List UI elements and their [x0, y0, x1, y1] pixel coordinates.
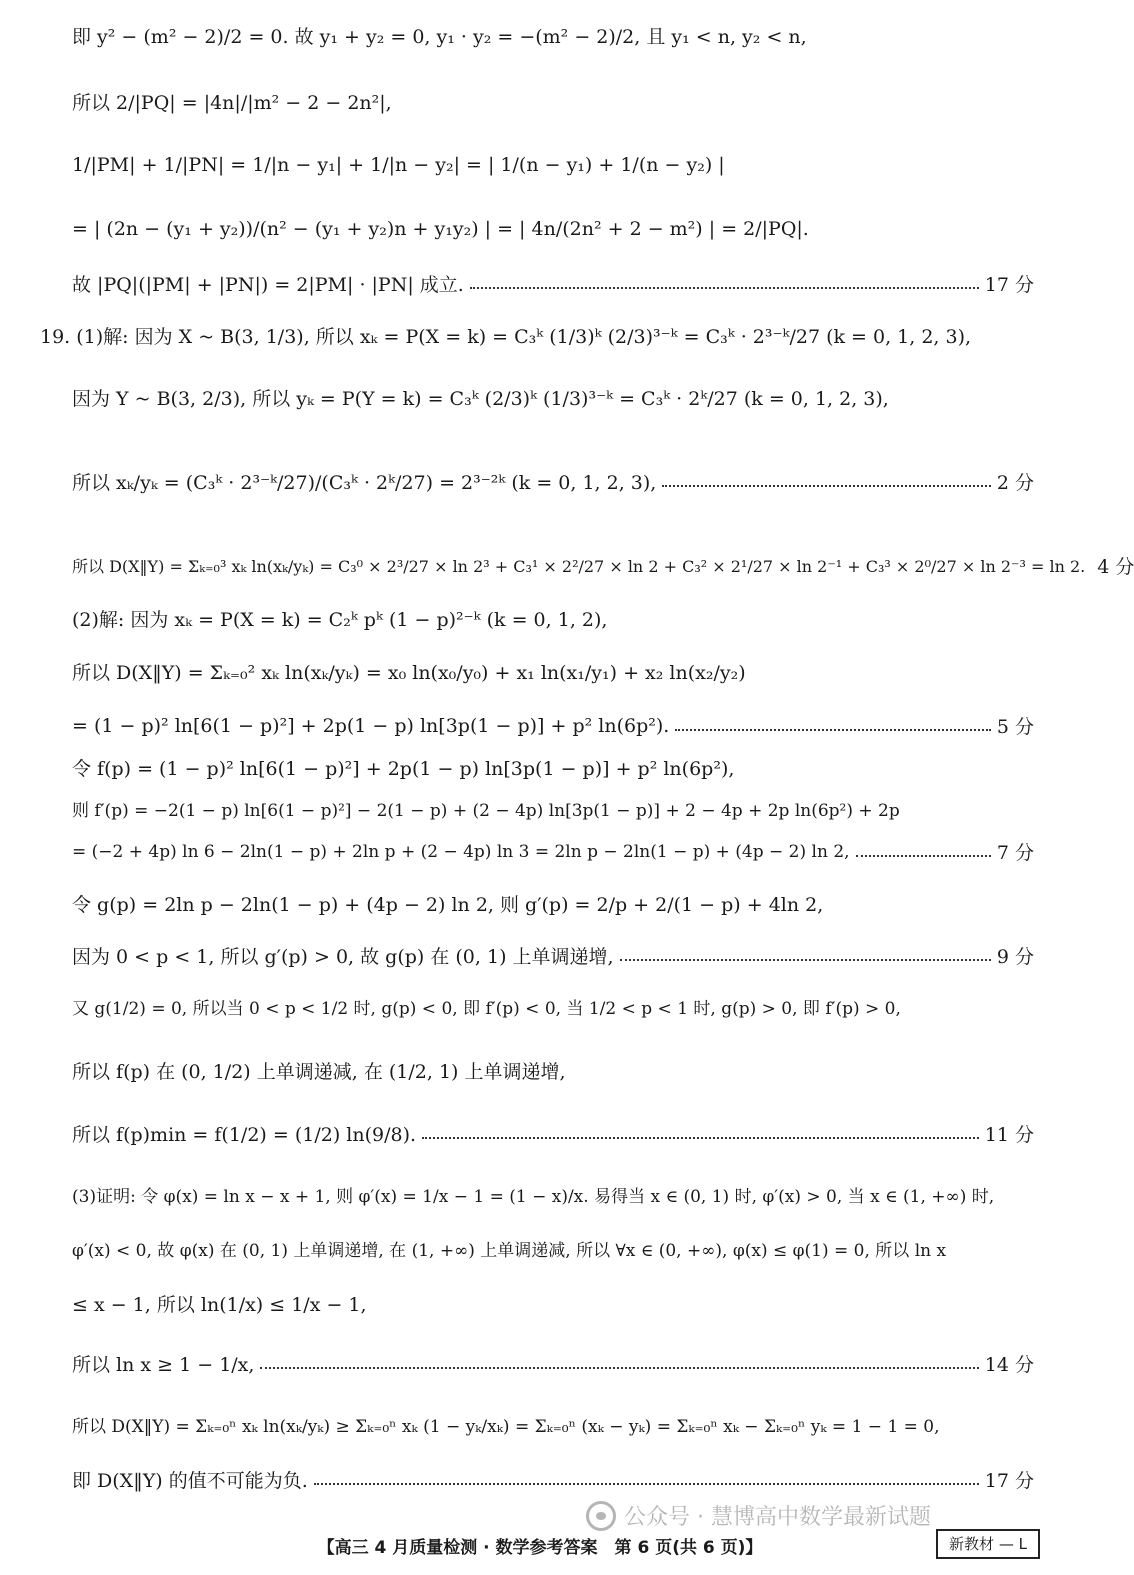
line-text: 所以 D(X‖Y) = Σₖ₌₀ⁿ xₖ ln(xₖ/yₖ) ≥ Σₖ₌₀ⁿ xₖ (1 − yₖ/xₖ) = Σₖ₌₀ⁿ (xₖ − yₖ) = Σₖ₌₀ⁿ xₖ − Σₖ₌₀ⁿ yₖ = 1 − 1 = 0,: [72, 1417, 940, 1437]
line-text: = (−2 + 4p) ln 6 − 2ln(1 − p) + 2ln p + (2 − 4p) ln 3 = 2ln p − 2ln(1 − p) + (4p − 2) ln 2,: [72, 841, 850, 862]
score-line: [72, 552, 1134, 579]
text-line: [72, 1057, 1034, 1084]
score-label: 5 分: [996, 716, 1034, 738]
score-label: 11 分: [984, 1124, 1034, 1146]
score-label: 7 分: [996, 842, 1034, 864]
score-label: 2 分: [996, 472, 1034, 494]
text-line: [72, 22, 1034, 49]
score-label: 4 分: [1097, 556, 1134, 578]
score-line: [72, 712, 1034, 739]
line-text: 19. (1)解: 因为 X ~ B(3, 1/3), 所以 xₖ = P(X = k) = C₃ᵏ (1/3)ᵏ (2/3)³⁻ᵏ = C₃ᵏ · 2³⁻ᵏ/27 (k = 0, 1, 2, 3),: [40, 326, 972, 348]
line-text: ≤ x − 1, 所以 ln(1/x) ≤ 1/x − 1,: [72, 1294, 367, 1316]
leader-dots: [675, 729, 991, 731]
text-line: [72, 1236, 1034, 1261]
line-text: 因为 Y ~ B(3, 2/3), 所以 yₖ = P(Y = k) = C₃ᵏ (2/3)ᵏ (1/3)³⁻ᵏ = C₃ᵏ · 2ᵏ/27 (k = 0, 1, 2, 3),: [72, 388, 889, 410]
text-line: [72, 384, 1034, 411]
score-label: 14 分: [984, 1354, 1034, 1376]
score-line: [72, 838, 1034, 865]
score-line: [72, 468, 1034, 495]
text-line: [72, 88, 1034, 115]
leader-dots: [314, 1483, 979, 1485]
line-text: 即 D(X‖Y) 的值不可能为负.: [72, 1470, 308, 1492]
score-label: 17 分: [984, 1470, 1034, 1492]
line-text: 所以 D(X‖Y) = Σₖ₌₀³ xₖ ln(xₖ/yₖ) = C₃⁰ × 2³/27 × ln 2³ + C₃¹ × 2²/27 × ln 2 + C₃² × 2¹/27 × ln 2⁻¹ + C₃³ × 2⁰/27 × ln 2⁻³ = ln 2.: [72, 557, 1086, 576]
text-line: [72, 1412, 1034, 1437]
line-text: 因为 0 < p < 1, 所以 g′(p) > 0, 故 g(p) 在 (0, 1) 上单调递增,: [72, 946, 614, 968]
line-text: 令 g(p) = 2ln p − 2ln(1 − p) + (4p − 2) ln 2, 则 g′(p) = 2/p + 2/(1 − p) + 4ln 2,: [72, 894, 824, 916]
line-text: (2)解: 因为 xₖ = P(X = k) = C₂ᵏ pᵏ (1 − p)²⁻ᵏ (k = 0, 1, 2),: [72, 609, 608, 631]
line-text: 所以 2/|PQ| = |4n|/|m² − 2 − 2n²|,: [72, 92, 392, 114]
score-line: [72, 1350, 1034, 1377]
leader-dots: [422, 1137, 979, 1139]
text-line: [72, 658, 1034, 685]
watermark-text: 公众号 · 慧博高中数学最新试题: [624, 1505, 931, 1530]
leader-dots: [470, 287, 979, 289]
line-text: 所以 f(p)min = f(1/2) = (1/2) ln(9/8).: [72, 1124, 417, 1146]
page-footer: 【高三 4 月质量检测 · 数学参考答案 第 6 页(共 6 页)】: [317, 1538, 763, 1558]
score-label: 17 分: [984, 274, 1034, 296]
edition-tag: 新教材 — L: [936, 1529, 1040, 1559]
wechat-icon: [586, 1501, 616, 1531]
line-text: 所以 xₖ/yₖ = (C₃ᵏ · 2³⁻ᵏ/27)/(C₃ᵏ · 2ᵏ/27) = 2³⁻²ᵏ (k = 0, 1, 2, 3),: [72, 472, 657, 494]
text-line: [72, 154, 1034, 176]
line-text: 1/|PM| + 1/|PN| = 1/|n − y₁| + 1/|n − y₂| = | 1/(n − y₁) + 1/(n − y₂) |: [72, 154, 725, 176]
watermark: [586, 1500, 931, 1531]
line-text: = (1 − p)² ln[6(1 − p)²] + 2p(1 − p) ln[3p(1 − p)] + p² ln(6p²).: [72, 714, 670, 737]
score-label: 9 分: [996, 946, 1034, 968]
text-line: [72, 796, 1034, 821]
line-text: (3)证明: 令 φ(x) = ln x − x + 1, 则 φ′(x) = 1/x − 1 = (1 − x)/x. 易得当 x ∈ (0, 1) 时, φ′(x) > 0, 当 x ∈ (1, +∞) 时,: [72, 1187, 995, 1207]
text-line: [72, 994, 1034, 1019]
text-line: [72, 754, 1034, 781]
score-line: [72, 1120, 1034, 1147]
text-line: [72, 218, 1034, 240]
leader-dots: [260, 1367, 978, 1369]
leader-dots: [662, 485, 991, 487]
question-19-line: [40, 322, 1034, 349]
text-line: [72, 605, 1034, 632]
leader-dots: [856, 855, 991, 857]
line-text: = | (2n − (y₁ + y₂))/(n² − (y₁ + y₂)n + y₁y₂) | = | 4n/(2n² + 2 − m²) | = 2/|PQ|.: [72, 218, 809, 240]
text-line: [72, 1290, 1034, 1317]
text-line: [72, 1182, 1034, 1207]
score-line: [72, 942, 1034, 969]
line-text: 又 g(1/2) = 0, 所以当 0 < p < 1/2 时, g(p) < 0, 即 f′(p) < 0, 当 1/2 < p < 1 时, g(p) > 0, 即 f′(p) > 0,: [72, 999, 901, 1019]
line-text: φ′(x) < 0, 故 φ(x) 在 (0, 1) 上单调递增, 在 (1, +∞) 上单调递减, 所以 ∀x ∈ (0, +∞), φ(x) ≤ φ(1) = 0, 所以 ln x: [72, 1241, 947, 1261]
line-text: 所以 ln x ≥ 1 − 1/x,: [72, 1354, 255, 1376]
line-text: 即 y² − (m² − 2)/2 = 0. 故 y₁ + y₂ = 0, y₁ · y₂ = −(m² − 2)/2, 且 y₁ < n, y₂ < n,: [72, 26, 807, 48]
line-text: 故 |PQ|(|PM| + |PN|) = 2|PM| · |PN| 成立.: [72, 274, 464, 296]
leader-dots: [620, 959, 991, 961]
score-line: [72, 1466, 1034, 1493]
line-text: 所以 f(p) 在 (0, 1/2) 上单调递减, 在 (1/2, 1) 上单调递增,: [72, 1061, 566, 1083]
text-line: [72, 890, 1034, 917]
score-line: [72, 270, 1034, 297]
line-text: 所以 D(X‖Y) = Σₖ₌₀² xₖ ln(xₖ/yₖ) = x₀ ln(x₀/y₀) + x₁ ln(x₁/y₁) + x₂ ln(x₂/y₂): [72, 662, 746, 684]
line-text: 则 f′(p) = −2(1 − p) ln[6(1 − p)²] − 2(1 − p) + (2 − 4p) ln[3p(1 − p)] + 2 − 4p + 2p ln(6p²) + 2p: [72, 801, 900, 821]
line-text: 令 f(p) = (1 − p)² ln[6(1 − p)²] + 2p(1 − p) ln[3p(1 − p)] + p² ln(6p²),: [72, 758, 735, 780]
